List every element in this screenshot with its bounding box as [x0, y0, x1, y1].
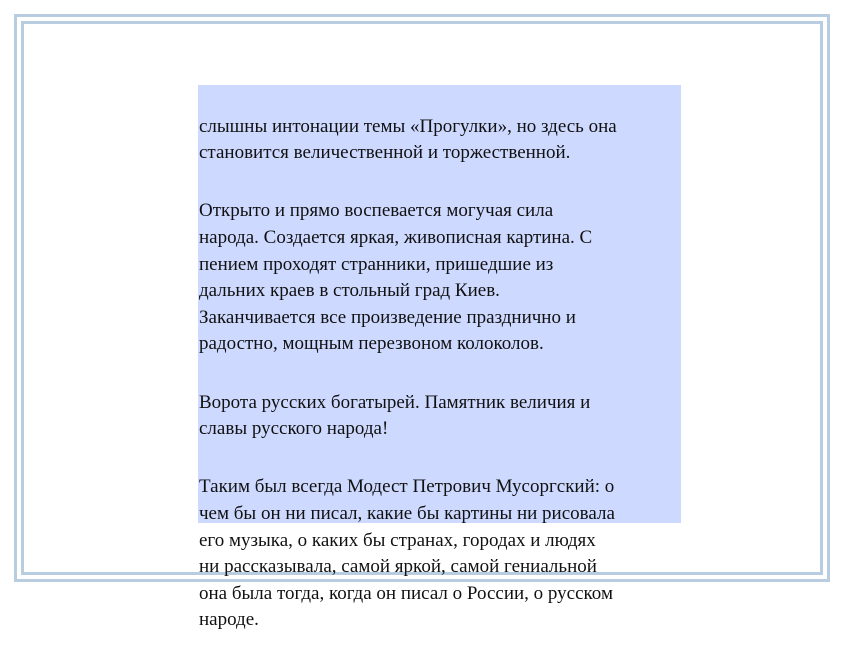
- paragraph-1: слышны интонации темы «Прогулки», но здесь она становится величественной и торжественной.: [199, 115, 617, 164]
- paragraph-4: Таким был всегда Модест Петрович Мусоргский: о чем бы он ни писал, какие бы картины ни рисовала его музыка, о каких бы странах, городах и людях ни рассказывала, самой яркой, самой гениальной она была тогда, когда он писал о России, о русском народе.: [199, 476, 615, 631]
- paragraph-2: Открыто и прямо воспевается могучая сила народа. Создается яркая, живописная картина. С пением проходят странники, пришедшие из дальних краев в стольный град Киев. Заканчивается все произведение празднично и радостно, мощным перезвоном колоколов.: [199, 200, 593, 355]
- paragraph-3: Ворота русских богатырей. Памятник величия и славы русского народа!: [199, 391, 591, 440]
- text-box: [198, 85, 681, 631]
